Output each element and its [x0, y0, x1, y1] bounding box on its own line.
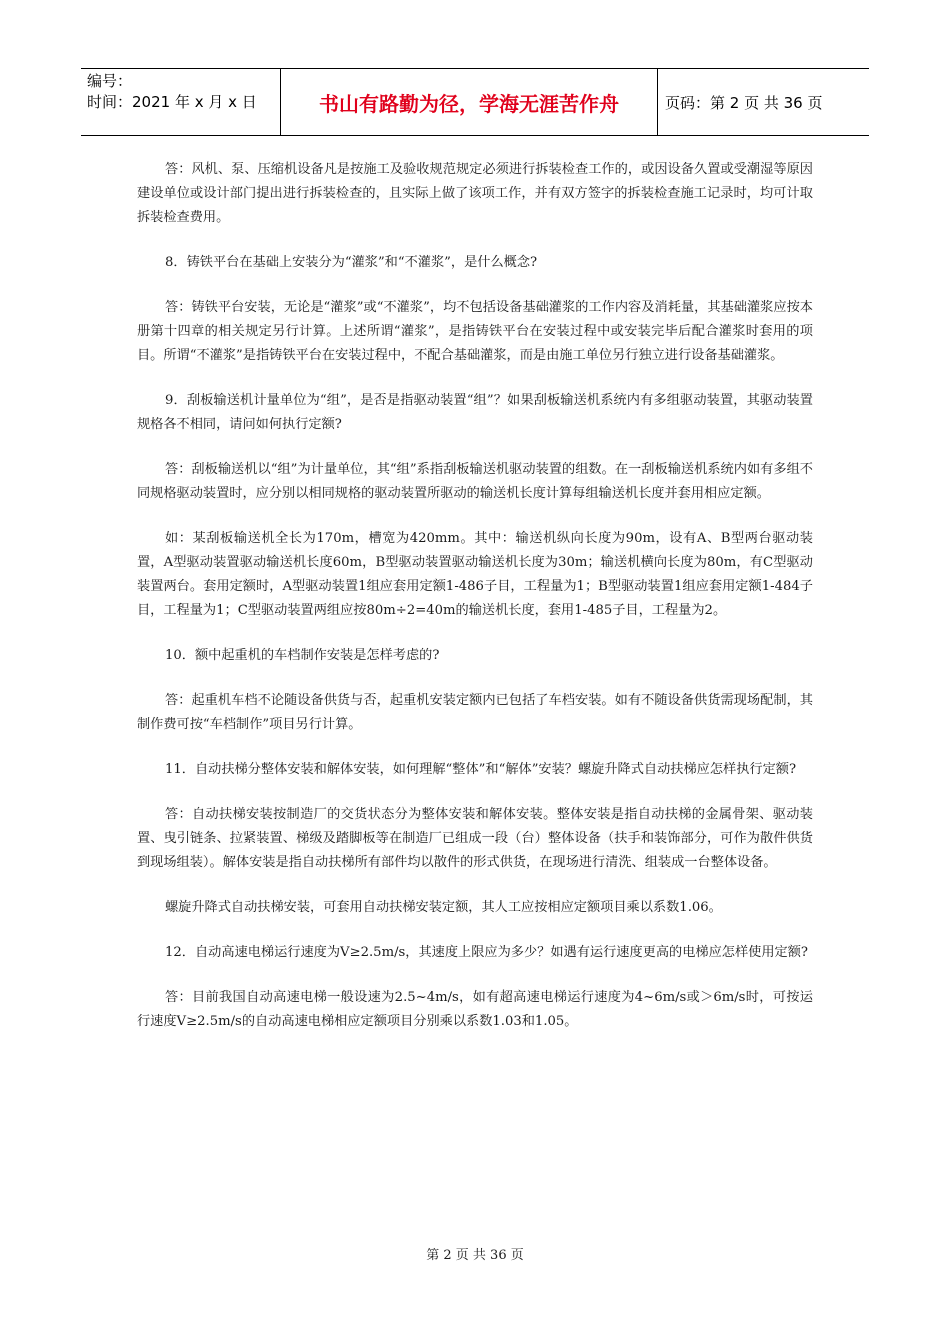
paragraph: 如：某刮板输送机全长为170m，槽宽为420mm。其中：输送机纵向长度为90m，设有A、B型两台驱动装置，A型驱动装置驱动输送机长度60m，B型驱动装置驱动输送机长度为30m；输送机横向长度为80m，有C型驱动装置两台。套用定额时，A型驱动装置1组应套用定额1-486子目，工程量为1；B型驱动装置1组应套用定额1-484子目，工程量为1；C型驱动装置两组应按80m÷2=40m的输送机长度，套用1-485子目，工程量为2。 — [137, 531, 813, 618]
question-heading: 10．额中起重机的车档制作安装是怎样考虑的? — [165, 648, 440, 663]
paragraph: 答：目前我国自动高速电梯一般设速为2.5~4m/s，如有超高速电梯运行速度为4~6m/s或＞6m/s时，可按运行速度V≥2.5m/s的自动高速电梯相应定额项目分别乘以系数1.03和1.05。 — [137, 990, 813, 1029]
paragraph: 答：风机、泵、压缩机设备凡是按施工及验收规范规定必须进行拆装检查工作的，或因设备久置或受潮湿等原因建设单位或设计部门提出进行拆装检查的，且实际上做了该项工作，并有双方签字的拆装检查施工记录时，均可计取拆装检查费用。 — [137, 162, 813, 225]
question-heading: 9．刮板输送机计量单位为“组”，是否是指驱动装置“组”？如果刮板输送机系统内有多组驱动装置，其驱动装置规格各不相同，请问如何执行定额? — [137, 393, 813, 432]
paragraph: 答：刮板输送机以“组”为计量单位，其“组”系指刮板输送机驱动装置的组数。在一刮板输送机系统内如有多组不同规格驱动装置时，应分别以相同规格的驱动装置所驱动的输送机长度计算每组输送机长度并套用相应定额。 — [137, 462, 813, 501]
page-footer: 第 2 页 共 36 页 — [426, 1248, 524, 1263]
question-heading: 12．自动高速电梯运行速度为V≥2.5m/s，其速度上限应为多少？如遇有运行速度更高的电梯应怎样使用定额? — [165, 945, 808, 960]
question-heading: 11．自动扶梯分整体安装和解体安装，如何理解“整体”和“解体”安装？螺旋升降式自动扶梯应怎样执行定额? — [165, 762, 797, 777]
header-page-info: 页码：第 2 页 共 36 页 — [665, 93, 823, 112]
header-motto: 书山有路勤为径，学海无涯苦作舟 — [281, 69, 658, 135]
header-meta — [81, 69, 281, 135]
document-number-label: 编号： — [87, 72, 133, 90]
paragraph: 答：自动扶梯安装按制造厂的交货状态分为整体安装和解体安装。整体安装是指自动扶梯的金属骨架、驱动装置、曳引链条、拉紧装置、梯级及踏脚板等在制造厂已组成一段（台）整体设备（扶手和装饰部分，可作为散件供货到现场组装）。解体安装是指自动扶梯所有部件均以散件的形式供货，在现场进行清洗、组装成一台整体设备。 — [137, 807, 813, 870]
document-date: 时间：2021 年 x 月 x 日 — [87, 93, 257, 111]
document-body — [137, 158, 813, 1055]
paragraph: 答：铸铁平台安装，无论是“灌浆”或“不灌浆”，均不包括设备基础灌浆的工作内容及消耗量，其基础灌浆应按本册第十四章的相关规定另行计算。上述所谓“灌浆”，是指铸铁平台在安装过程中或安装完毕后配合灌浆时套用的项目。所谓“不灌浆”是指铸铁平台在安装过程中，不配合基础灌浆，而是由施工单位另行独立进行设备基础灌浆。 — [137, 300, 813, 363]
paragraph: 答：起重机车档不论随设备供货与否，起重机安装定额内已包括了车档安装。如有不随设备供货需现场配制，其制作费可按“车档制作”项目另行计算。 — [137, 693, 813, 732]
paragraph: 螺旋升降式自动扶梯安装，可套用自动扶梯安装定额，其人工应按相应定额项目乘以系数1.06。 — [165, 900, 722, 915]
question-heading: 8．铸铁平台在基础上安装分为“灌浆”和“不灌浆”，是什么概念? — [165, 255, 538, 270]
page-header — [81, 68, 869, 136]
